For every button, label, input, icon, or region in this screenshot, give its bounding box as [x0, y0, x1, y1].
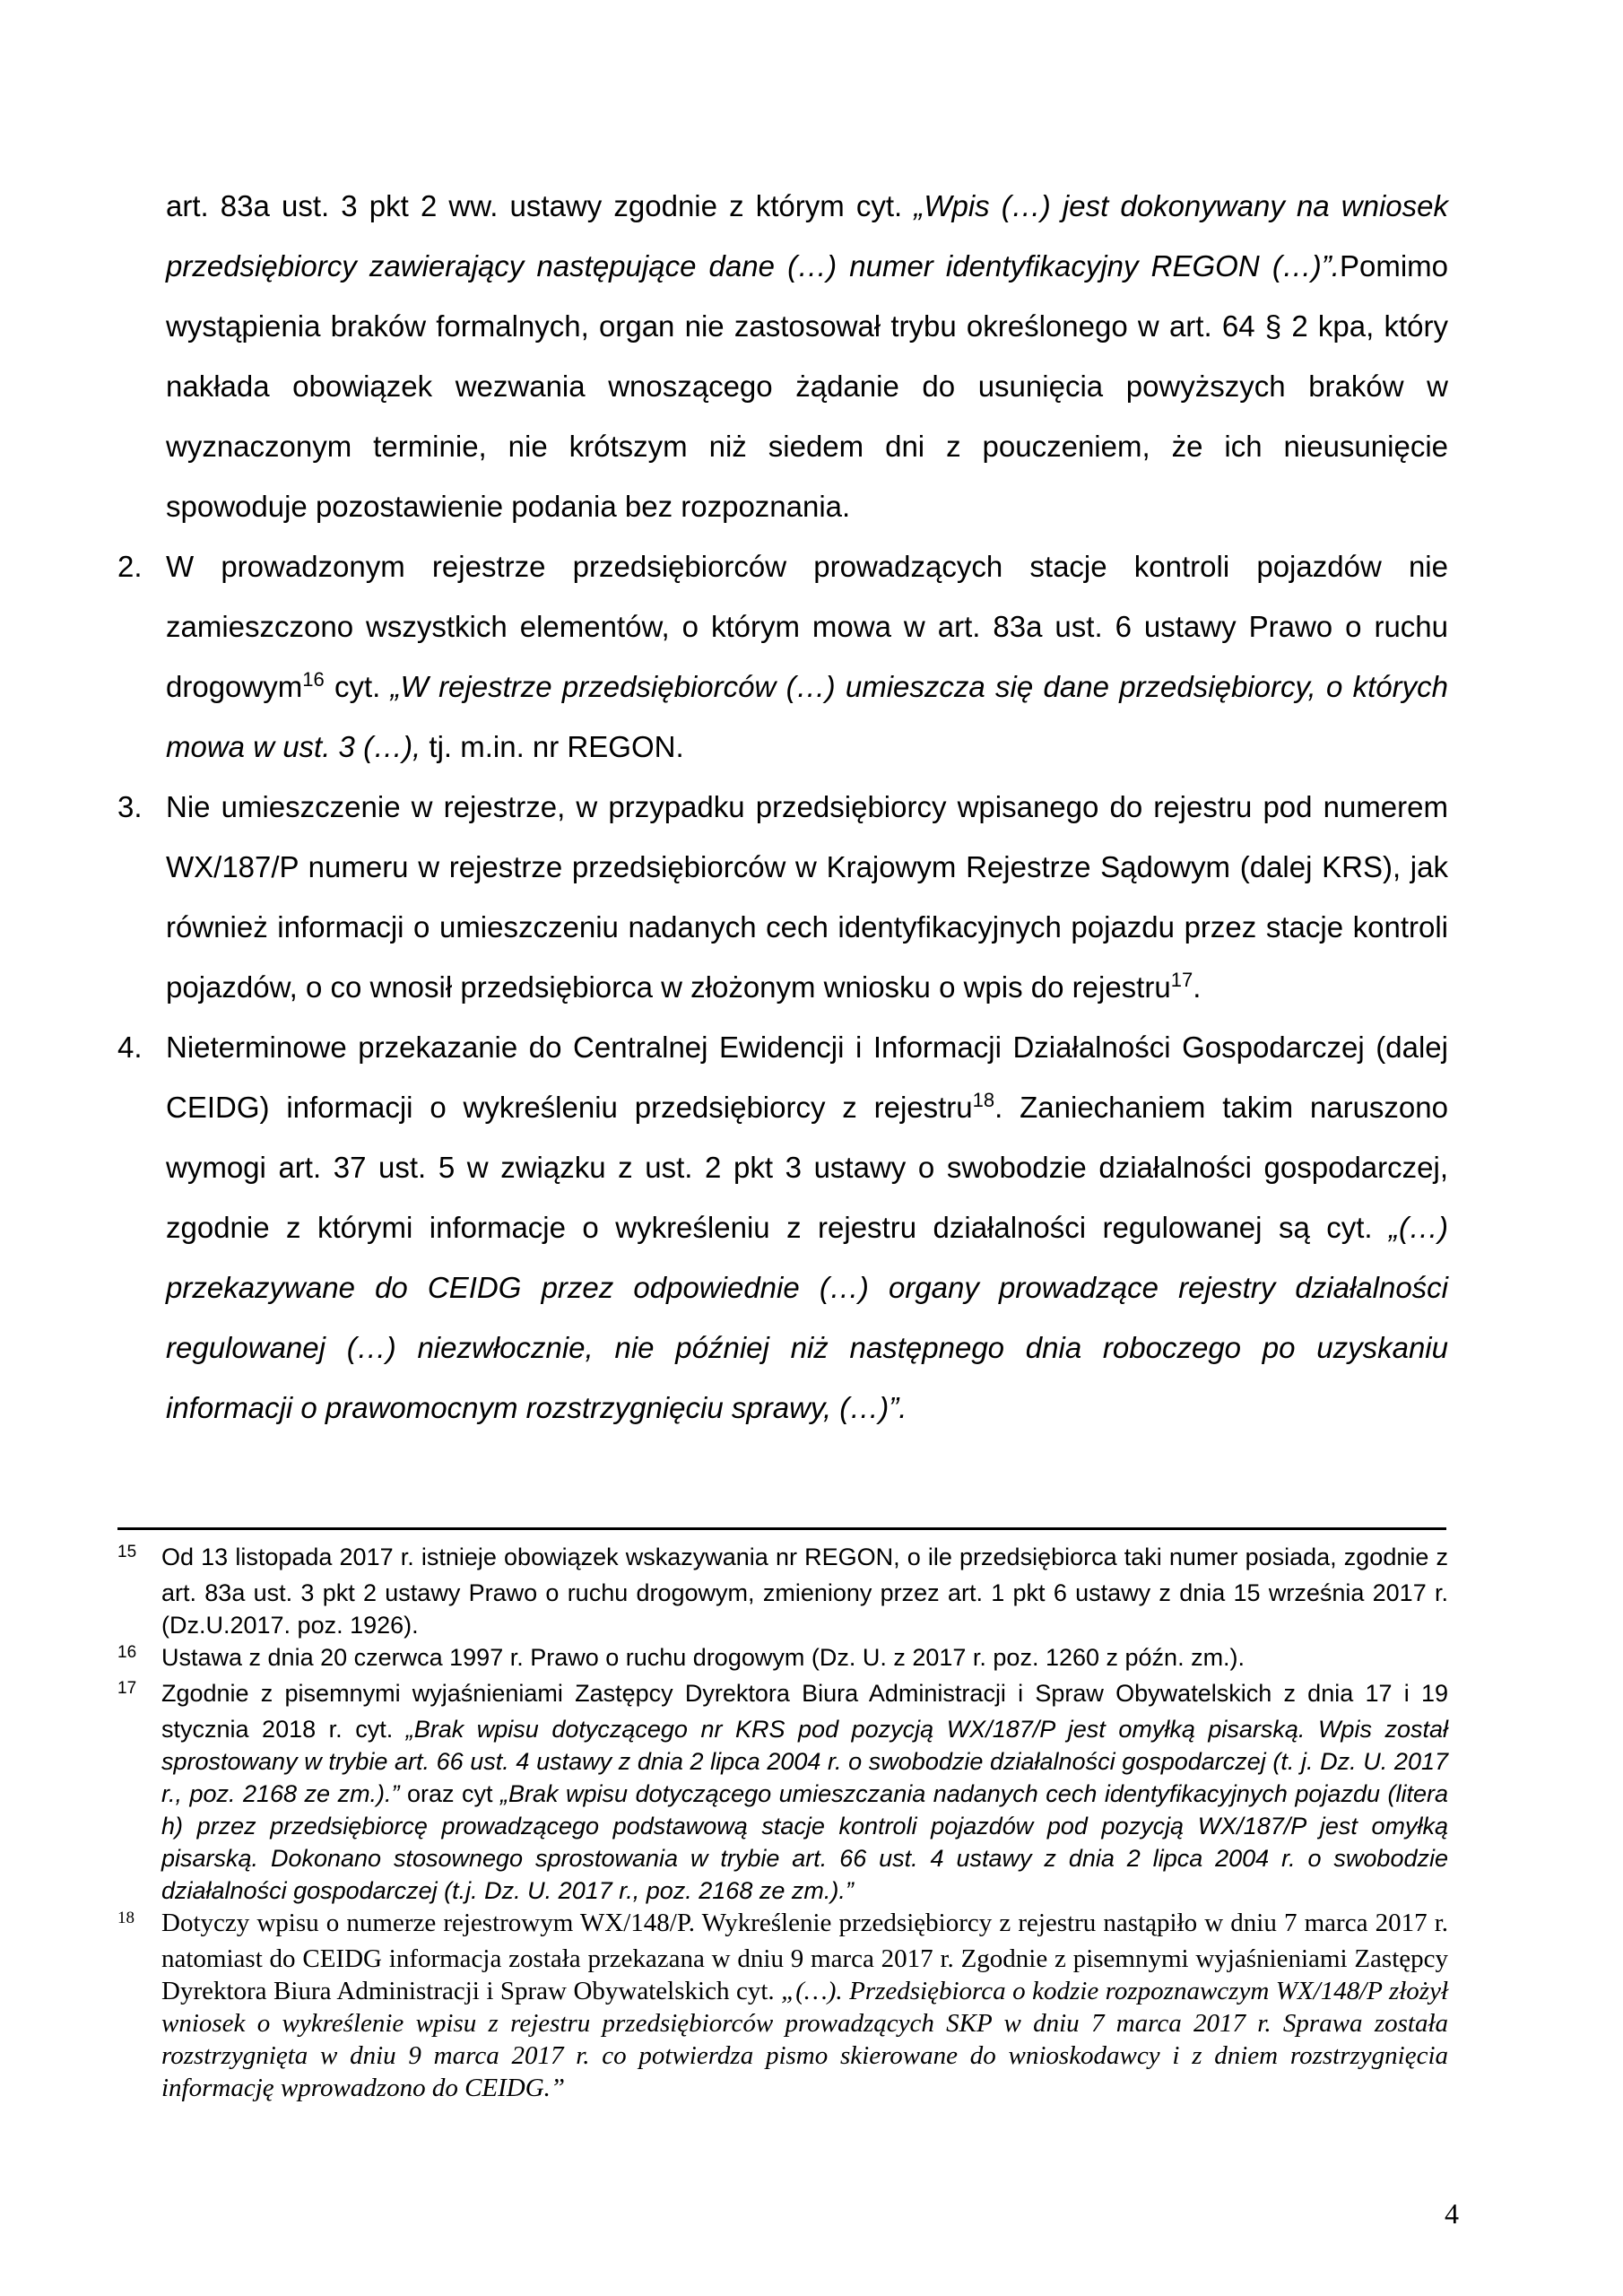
quoted-text: „Wpis (…) jest dokonywany na wniosek przedsiębiorcy zawierający następujące dane (…) numer identyfikacyjny REGON (…)”.	[166, 189, 1449, 283]
footnote-15	[117, 1541, 1448, 1641]
document-body	[117, 176, 1448, 1438]
text-run: Dotyczy wpisu o numerze rejestrowym WX/148/P. Wykreślenie przedsiębiorcy z rejestru nastąpiło w dniu 7 marca 2017 r. natomiast do CEIDG informacja została przekazana w dniu 9 marca 2017 r. Zgodnie z pisemnymi wyjaśnieniami Zastępcy Dyrektora Biura Administracji i Spraw Obywatelskich cyt.	[161, 1909, 1448, 2005]
quoted-text: „(…). Przedsiębiorca o kodzie rozpoznawczym WX/148/P złożył wniosek o wykreślenie wpisu z rejestru przedsiębiorców prowadzących SKP w dniu 7 marca 2017 r. Sprawa została rozstrzygnięta w dniu 9 marca 2017 r. co potwierdza pismo skierowane do wnioskodawcy i z dniem rozstrzygnięcia informację wprowadzono do CEIDG.”	[161, 1977, 1448, 2102]
footnotes-section	[117, 1541, 1448, 2104]
footnote-reference: 17	[1170, 969, 1193, 991]
list-number: 2.	[117, 550, 143, 583]
footnote-number: 17	[117, 1679, 137, 1698]
finding-item-2	[117, 536, 1448, 777]
text-run: Zgodnie z pisemnymi wyjaśnieniami Zastępcy Dyrektora Biura Administracji i Spraw Obywatelskich z dnia 17 i 19 stycznia 2018 r. cyt.	[161, 1680, 1448, 1743]
footnote-18	[117, 1907, 1448, 2104]
footnote-reference: 18	[972, 1089, 995, 1111]
footnote-number: 15	[117, 1543, 137, 1561]
footnote-reference: 16	[302, 668, 325, 691]
text-run: Pomimo wystąpienia braków formalnych, organ nie zastosował trybu określonego w art. 64 § 2 kpa, który nakłada obowiązek wezwania wnoszącego żądanie do usunięcia powyższych braków w wyznaczonym terminie, nie krótszym niż siedem dni z pouczeniem, że ich nieusunięcie spowoduje pozostawienie podania bez rozpoznania.	[166, 249, 1448, 523]
footnote-number: 18	[117, 1909, 135, 1927]
footnote-17	[117, 1677, 1448, 1907]
text-run: . Zaniechaniem takim naruszono wymogi art. 37 ust. 5 w związku z ust. 2 pkt 3 ustawy o swobodzie działalności gospodarczej, zgodnie z którymi informacje o wykreśleniu z rejestru działalności regulowanej są cyt.	[166, 1091, 1448, 1244]
text-run: .	[1193, 970, 1202, 1004]
page-number: 4	[1445, 2197, 1459, 2230]
quoted-text: „Brak wpisu dotyczącego umieszczania nadanych cech identyfikacyjnych pojazdu (litera h) przez przedsiębiorcę prowadzącego podstawową stacje kontroli pojazdów pod pozycją WX/187/P jest omyłką pisarską. Dokonano stosownego sprostowania w trybie art. 66 ust. 4 ustawy z dnia 2 lipca 2004 r. o swobodzie działalności gospodarczej (t.j. Dz. U. 2017 r., poz. 2168 ze zm.).”	[161, 1780, 1448, 1904]
finding-item-4	[117, 1017, 1448, 1438]
finding-item-3	[117, 777, 1448, 1017]
quoted-text: „W rejestrze przedsiębiorców (…) umieszcza się dane przedsiębiorcy, o których mowa w ust. 3 (…),	[166, 670, 1448, 763]
footnote-16	[117, 1641, 1448, 1677]
footnote-separator	[117, 1527, 1446, 1530]
quoted-text: „(…) przekazywane do CEIDG przez odpowiednie (…) organy prowadzące rejestry działalności regulowanej (…) niezwłocznie, nie później niż następnego dnia roboczego po uzyskaniu informacji o prawomocnym rozstrzygnięciu sprawy, (…)”.	[166, 1211, 1448, 1424]
text-run: tj. m.in. nr REGON.	[421, 730, 684, 763]
text-run: art. 83a ust. 3 pkt 2 ww. ustawy zgodnie z którym cyt.	[166, 189, 915, 222]
text-run: Nieterminowe przekazanie do Centralnej Ewidencji i Informacji Działalności Gospodarczej (dalej CEIDG) informacji o wykreśleniu przedsiębiorcy z rejestru	[166, 1031, 1448, 1124]
list-number: 4.	[117, 1031, 143, 1064]
text-run: cyt.	[324, 670, 391, 703]
text-run: oraz cyt	[399, 1780, 501, 1807]
text-run: W prowadzonym rejestrze przedsiębiorców prowadzących stacje kontroli pojazdów nie zamieszczono wszystkich elementów, o którym mowa w art. 83a ust. 6 ustawy Prawo o ruchu drogowym	[166, 550, 1448, 703]
text-run: Od 13 listopada 2017 r. istnieje obowiązek wskazywania nr REGON, o ile przedsiębiorca taki numer posiada, zgodnie z art. 83a ust. 3 pkt 2 ustawy Prawo o ruchu drogowym, zmieniony przez art. 1 pkt 6 ustawy z dnia 15 września 2017 r. (Dz.U.2017. poz. 1926).	[161, 1544, 1448, 1639]
text-run: Ustawa z dnia 20 czerwca 1997 r. Prawo o ruchu drogowym (Dz. U. z 2017 r. poz. 1260 z późn. zm.).	[161, 1644, 1245, 1671]
text-run: Nie umieszczenie w rejestrze, w przypadku przedsiębiorcy wpisanego do rejestru pod numerem WX/187/P numeru w rejestrze przedsiębiorców w Krajowym Rejestrze Sądowym (dalej KRS), jak również informacji o umieszczeniu nadanych cech identyfikacyjnych pojazdu przez stacje kontroli pojazdów, o co wnosił przedsiębiorca w złożonym wniosku o wpis do rejestru	[166, 790, 1448, 1004]
quoted-text: „Brak wpisu dotyczącego nr KRS pod pozycją WX/187/P jest omyłką pisarską. Wpis został sprostowany w trybie art. 66 ust. 4 ustawy z dnia 2 lipca 2004 r. o swobodzie działalności gospodarczej (t. j. Dz. U. 2017 r., poz. 2168 ze zm.).”	[161, 1716, 1449, 1807]
list-number: 3.	[117, 790, 143, 823]
footnote-number: 16	[117, 1643, 137, 1662]
paragraph-continuation	[117, 176, 1448, 536]
